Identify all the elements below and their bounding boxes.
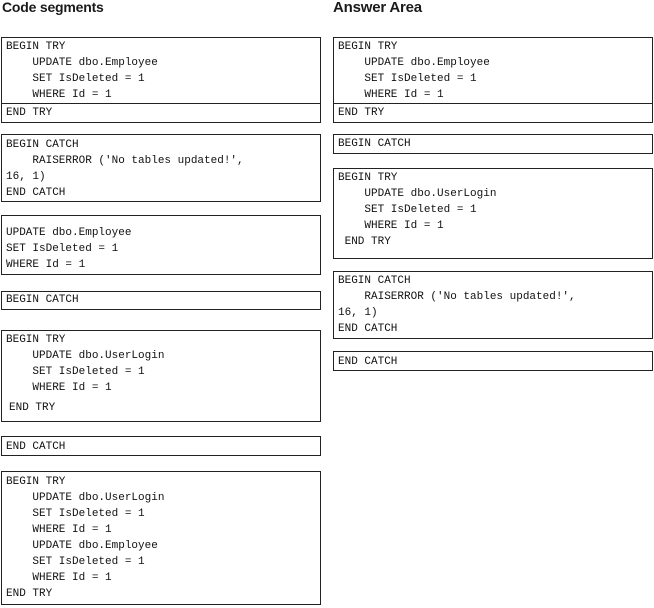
code-line: SET IsDeleted = 1 <box>338 204 477 216</box>
code-line: END CATCH <box>338 323 398 335</box>
answer-slot-1[interactable] <box>333 37 653 123</box>
code-line: SET IsDeleted = 1 <box>338 73 477 85</box>
code-segment-text <box>338 273 576 337</box>
code-line: UPDATE dbo.Employee <box>6 540 158 552</box>
code-line: SET IsDeleted = 1 <box>6 73 145 85</box>
code-line: RAISERROR ('No tables updated!', <box>338 291 576 303</box>
code-segment-text <box>6 137 244 201</box>
code-segment-4[interactable] <box>1 291 321 310</box>
code-line: SET IsDeleted = 1 <box>6 366 145 378</box>
answer-slot-2[interactable] <box>333 134 653 154</box>
code-segment-text <box>6 39 158 103</box>
code-line: 16, 1) <box>6 171 46 183</box>
code-segment-text <box>6 332 164 396</box>
segment-divider <box>2 103 320 104</box>
code-line: WHERE Id = 1 <box>6 382 112 394</box>
code-line: UPDATE dbo.UserLogin <box>6 492 165 504</box>
code-segment-text <box>338 39 490 103</box>
code-line: BEGIN CATCH <box>6 139 79 151</box>
code-segment-text <box>6 225 131 273</box>
code-line: UPDATE dbo.Employee <box>6 57 158 69</box>
code-line: END CATCH <box>6 187 66 199</box>
code-line: END CATCH <box>6 441 66 453</box>
code-line: END TRY <box>338 107 385 119</box>
code-segments-heading: Code segments <box>2 0 104 15</box>
code-line: 16, 1) <box>338 307 378 319</box>
code-segment-1[interactable] <box>1 37 321 123</box>
code-line: SET IsDeleted = 1 <box>6 243 119 255</box>
code-line: UPDATE dbo.Employee <box>338 57 490 69</box>
answer-area-heading: Answer Area <box>333 0 422 16</box>
code-line: BEGIN CATCH <box>6 294 79 306</box>
code-line: WHERE Id = 1 <box>6 259 86 271</box>
code-line: WHERE Id = 1 <box>6 524 112 536</box>
code-line: END TRY <box>9 402 56 414</box>
code-line: END TRY <box>6 107 53 119</box>
code-line: UPDATE dbo.Employee <box>6 227 132 239</box>
code-line: WHERE Id = 1 <box>338 89 444 101</box>
code-segment-2[interactable] <box>1 134 321 202</box>
code-segment-3[interactable] <box>1 215 321 275</box>
code-line: RAISERROR ('No tables updated!', <box>6 155 244 167</box>
code-line: END TRY <box>338 236 391 248</box>
code-line: BEGIN CATCH <box>338 138 411 150</box>
code-line: END CATCH <box>338 356 398 368</box>
code-line: SET IsDeleted = 1 <box>6 508 145 520</box>
code-segment-6[interactable] <box>1 436 321 456</box>
code-line: WHERE Id = 1 <box>6 572 112 584</box>
answer-slot-5[interactable] <box>333 351 653 371</box>
code-line: BEGIN TRY <box>6 41 66 53</box>
code-line: BEGIN TRY <box>338 41 398 53</box>
code-line: BEGIN CATCH <box>338 275 411 287</box>
segment-divider <box>334 103 652 104</box>
code-line: END TRY <box>6 588 53 600</box>
code-line: WHERE Id = 1 <box>6 89 112 101</box>
code-line: UPDATE dbo.UserLogin <box>338 188 497 200</box>
code-line: UPDATE dbo.UserLogin <box>6 350 165 362</box>
code-line: SET IsDeleted = 1 <box>6 556 145 568</box>
code-segment-text <box>6 474 164 602</box>
code-segment-7[interactable] <box>1 471 321 605</box>
code-segment-5[interactable] <box>1 330 321 422</box>
answer-slot-3[interactable] <box>333 168 653 259</box>
code-line: WHERE Id = 1 <box>338 220 444 232</box>
answer-slot-4[interactable] <box>333 271 653 339</box>
code-line: BEGIN TRY <box>6 476 66 488</box>
code-line: BEGIN TRY <box>338 172 398 184</box>
code-line: BEGIN TRY <box>6 334 66 346</box>
code-segment-text <box>338 170 496 250</box>
